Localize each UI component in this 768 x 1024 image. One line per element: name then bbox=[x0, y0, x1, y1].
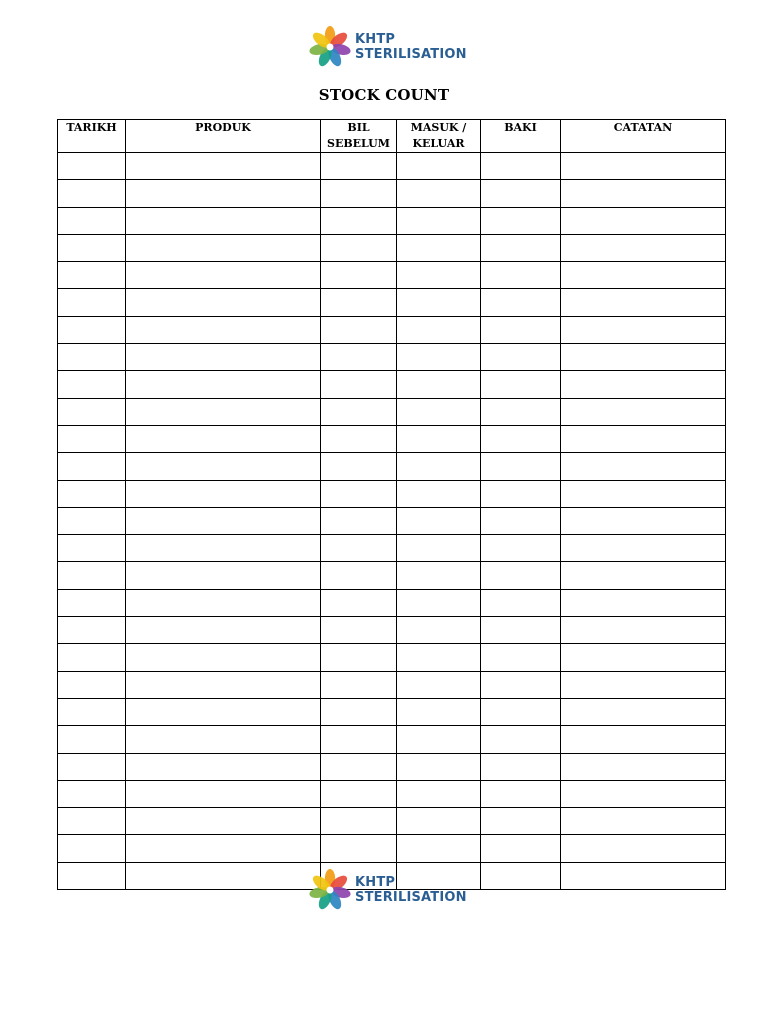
table-cell bbox=[126, 262, 321, 289]
brand-name bbox=[355, 32, 467, 62]
table-cell bbox=[481, 562, 561, 589]
table-cell bbox=[126, 371, 321, 398]
table-cell bbox=[126, 780, 321, 807]
table-cell bbox=[561, 262, 726, 289]
table-cell bbox=[58, 289, 126, 316]
stock-count-table bbox=[57, 119, 726, 890]
table-cell bbox=[126, 726, 321, 753]
table-cell bbox=[481, 726, 561, 753]
table-cell bbox=[126, 835, 321, 862]
table-cell bbox=[58, 234, 126, 261]
table-cell bbox=[126, 617, 321, 644]
table-cell bbox=[321, 180, 397, 207]
table-cell bbox=[397, 316, 481, 343]
table-cell bbox=[561, 289, 726, 316]
table-cell bbox=[397, 480, 481, 507]
table-cell bbox=[321, 780, 397, 807]
table-cell bbox=[58, 262, 126, 289]
table-cell bbox=[126, 671, 321, 698]
table-cell bbox=[126, 234, 321, 261]
table-cell bbox=[321, 698, 397, 725]
column-header-masuk-keluar: MASUK / KELUAR bbox=[397, 120, 481, 153]
table-row bbox=[58, 153, 726, 180]
table-cell bbox=[397, 617, 481, 644]
column-header-produk: PRODUK bbox=[126, 120, 321, 153]
table-cell bbox=[481, 425, 561, 452]
table-cell bbox=[561, 425, 726, 452]
table-cell bbox=[561, 344, 726, 371]
table-cell bbox=[561, 207, 726, 234]
table-cell bbox=[321, 344, 397, 371]
table-cell bbox=[58, 398, 126, 425]
table-cell bbox=[481, 698, 561, 725]
table-cell bbox=[397, 453, 481, 480]
table-cell bbox=[561, 453, 726, 480]
logo-center bbox=[327, 887, 334, 894]
table-cell bbox=[561, 808, 726, 835]
table-cell bbox=[561, 698, 726, 725]
table-cell bbox=[561, 671, 726, 698]
table-cell bbox=[561, 398, 726, 425]
table-cell bbox=[321, 316, 397, 343]
table-row bbox=[58, 507, 726, 534]
table-cell bbox=[321, 371, 397, 398]
table-cell bbox=[481, 344, 561, 371]
table-cell bbox=[481, 153, 561, 180]
table-cell bbox=[561, 780, 726, 807]
table-cell bbox=[126, 698, 321, 725]
table-cell bbox=[561, 480, 726, 507]
flower-logo-icon bbox=[309, 26, 351, 68]
table-cell bbox=[397, 835, 481, 862]
table-cell bbox=[397, 371, 481, 398]
table-cell bbox=[58, 316, 126, 343]
table-cell bbox=[321, 262, 397, 289]
table-cell bbox=[481, 262, 561, 289]
table-cell bbox=[126, 180, 321, 207]
table-cell bbox=[397, 289, 481, 316]
table-cell bbox=[397, 780, 481, 807]
table-row bbox=[58, 753, 726, 780]
table-cell bbox=[397, 753, 481, 780]
table-cell bbox=[58, 835, 126, 862]
table-cell bbox=[481, 644, 561, 671]
table-row bbox=[58, 234, 726, 261]
table-row bbox=[58, 398, 726, 425]
table-cell bbox=[58, 780, 126, 807]
table-row bbox=[58, 808, 726, 835]
table-row bbox=[58, 835, 726, 862]
table-cell bbox=[561, 371, 726, 398]
table-cell bbox=[321, 289, 397, 316]
table-cell bbox=[481, 234, 561, 261]
table-row bbox=[58, 562, 726, 589]
table-cell bbox=[321, 453, 397, 480]
table-cell bbox=[481, 589, 561, 616]
table-cell bbox=[481, 480, 561, 507]
table-cell bbox=[561, 234, 726, 261]
table-body bbox=[58, 153, 726, 890]
table-cell bbox=[321, 726, 397, 753]
table-cell bbox=[126, 589, 321, 616]
table-cell bbox=[321, 507, 397, 534]
table-cell bbox=[58, 589, 126, 616]
table-row bbox=[58, 316, 726, 343]
table-cell bbox=[397, 425, 481, 452]
table-cell bbox=[481, 671, 561, 698]
table-header-row bbox=[58, 120, 726, 153]
table-cell bbox=[397, 562, 481, 589]
table-cell bbox=[321, 753, 397, 780]
table-cell bbox=[397, 234, 481, 261]
brand-name-line2: STERILISATION bbox=[355, 890, 467, 905]
table-cell bbox=[561, 535, 726, 562]
table-cell bbox=[397, 726, 481, 753]
table-row bbox=[58, 207, 726, 234]
table-cell bbox=[321, 535, 397, 562]
table-cell bbox=[481, 780, 561, 807]
table-cell bbox=[58, 507, 126, 534]
table-cell bbox=[561, 644, 726, 671]
logo-center bbox=[327, 44, 334, 51]
table-cell bbox=[561, 562, 726, 589]
table-cell bbox=[561, 507, 726, 534]
table-cell bbox=[481, 371, 561, 398]
table-row bbox=[58, 480, 726, 507]
table-cell bbox=[126, 453, 321, 480]
table-cell bbox=[397, 808, 481, 835]
table-cell bbox=[561, 753, 726, 780]
table-cell bbox=[397, 535, 481, 562]
table-cell bbox=[58, 562, 126, 589]
table-cell bbox=[321, 234, 397, 261]
column-header-tarikh: TARIKH bbox=[58, 120, 126, 153]
table-cell bbox=[481, 180, 561, 207]
table-cell bbox=[561, 589, 726, 616]
column-header-catatan: CATATAN bbox=[561, 120, 726, 153]
table-cell bbox=[126, 753, 321, 780]
table-cell bbox=[126, 207, 321, 234]
table-cell bbox=[126, 289, 321, 316]
table-cell bbox=[397, 698, 481, 725]
table-cell bbox=[561, 153, 726, 180]
table-row bbox=[58, 453, 726, 480]
table-cell bbox=[58, 726, 126, 753]
table-cell bbox=[126, 344, 321, 371]
table-cell bbox=[58, 180, 126, 207]
brand-logo-footer bbox=[309, 868, 469, 912]
table-cell bbox=[126, 862, 321, 889]
table-cell bbox=[481, 753, 561, 780]
table-cell bbox=[126, 316, 321, 343]
table-row bbox=[58, 289, 726, 316]
table-cell bbox=[397, 153, 481, 180]
table-cell bbox=[481, 207, 561, 234]
table-cell bbox=[126, 535, 321, 562]
table-cell bbox=[481, 808, 561, 835]
table-cell bbox=[58, 753, 126, 780]
table-cell bbox=[481, 398, 561, 425]
brand-name bbox=[355, 875, 467, 905]
table-cell bbox=[397, 180, 481, 207]
table-cell bbox=[58, 617, 126, 644]
table-cell bbox=[321, 671, 397, 698]
table-cell bbox=[561, 180, 726, 207]
table-cell bbox=[58, 698, 126, 725]
table-cell bbox=[481, 507, 561, 534]
table-cell bbox=[321, 589, 397, 616]
table-cell bbox=[58, 535, 126, 562]
table-cell bbox=[321, 207, 397, 234]
table-cell bbox=[481, 617, 561, 644]
table-cell bbox=[58, 644, 126, 671]
table-row bbox=[58, 780, 726, 807]
table-cell bbox=[321, 644, 397, 671]
flower-logo-icon bbox=[309, 869, 351, 911]
brand-name-line1: KHTP bbox=[355, 32, 396, 47]
table-cell bbox=[397, 507, 481, 534]
table-cell bbox=[397, 644, 481, 671]
table-cell bbox=[561, 862, 726, 889]
table-cell bbox=[397, 589, 481, 616]
table-row bbox=[58, 589, 726, 616]
table-row bbox=[58, 644, 726, 671]
table-cell bbox=[58, 344, 126, 371]
table-row bbox=[58, 726, 726, 753]
table-cell bbox=[126, 644, 321, 671]
table-cell bbox=[561, 726, 726, 753]
table-cell bbox=[481, 835, 561, 862]
brand-name-line1: KHTP bbox=[355, 875, 396, 890]
table-cell bbox=[321, 835, 397, 862]
table-cell bbox=[397, 262, 481, 289]
table-row bbox=[58, 425, 726, 452]
table-cell bbox=[321, 425, 397, 452]
table-cell bbox=[126, 398, 321, 425]
table-cell bbox=[126, 808, 321, 835]
table-cell bbox=[126, 507, 321, 534]
table-cell bbox=[397, 398, 481, 425]
table-cell bbox=[397, 207, 481, 234]
table-cell bbox=[481, 453, 561, 480]
brand-logo bbox=[309, 25, 469, 69]
table-cell bbox=[561, 316, 726, 343]
table-row bbox=[58, 535, 726, 562]
table-cell bbox=[397, 671, 481, 698]
table-cell bbox=[58, 671, 126, 698]
table-cell bbox=[481, 316, 561, 343]
table-cell bbox=[321, 562, 397, 589]
table-row bbox=[58, 671, 726, 698]
table-cell bbox=[58, 808, 126, 835]
table-row bbox=[58, 617, 726, 644]
table-cell bbox=[321, 617, 397, 644]
table-cell bbox=[126, 153, 321, 180]
brand-name-line2: STERILISATION bbox=[355, 47, 467, 62]
table-row bbox=[58, 180, 726, 207]
table-cell bbox=[397, 344, 481, 371]
table-cell bbox=[58, 371, 126, 398]
table-row bbox=[58, 262, 726, 289]
table-cell bbox=[481, 862, 561, 889]
table-cell bbox=[321, 808, 397, 835]
table-cell bbox=[126, 480, 321, 507]
page-title: STOCK COUNT bbox=[318, 86, 450, 104]
table-cell bbox=[321, 153, 397, 180]
table-cell bbox=[481, 535, 561, 562]
table-cell bbox=[58, 207, 126, 234]
table-cell bbox=[321, 398, 397, 425]
column-header-bil-sebelum: BIL SEBELUM bbox=[321, 120, 397, 153]
table-cell bbox=[58, 453, 126, 480]
table-cell bbox=[58, 862, 126, 889]
table-cell bbox=[321, 480, 397, 507]
column-header-baki: BAKI bbox=[481, 120, 561, 153]
table-cell bbox=[58, 480, 126, 507]
table-row bbox=[58, 698, 726, 725]
table-row bbox=[58, 344, 726, 371]
table-row bbox=[58, 371, 726, 398]
table-cell bbox=[561, 835, 726, 862]
table-cell bbox=[561, 617, 726, 644]
table-cell bbox=[126, 425, 321, 452]
table-cell bbox=[58, 153, 126, 180]
table-cell bbox=[126, 562, 321, 589]
table-cell bbox=[481, 289, 561, 316]
table-cell bbox=[58, 425, 126, 452]
